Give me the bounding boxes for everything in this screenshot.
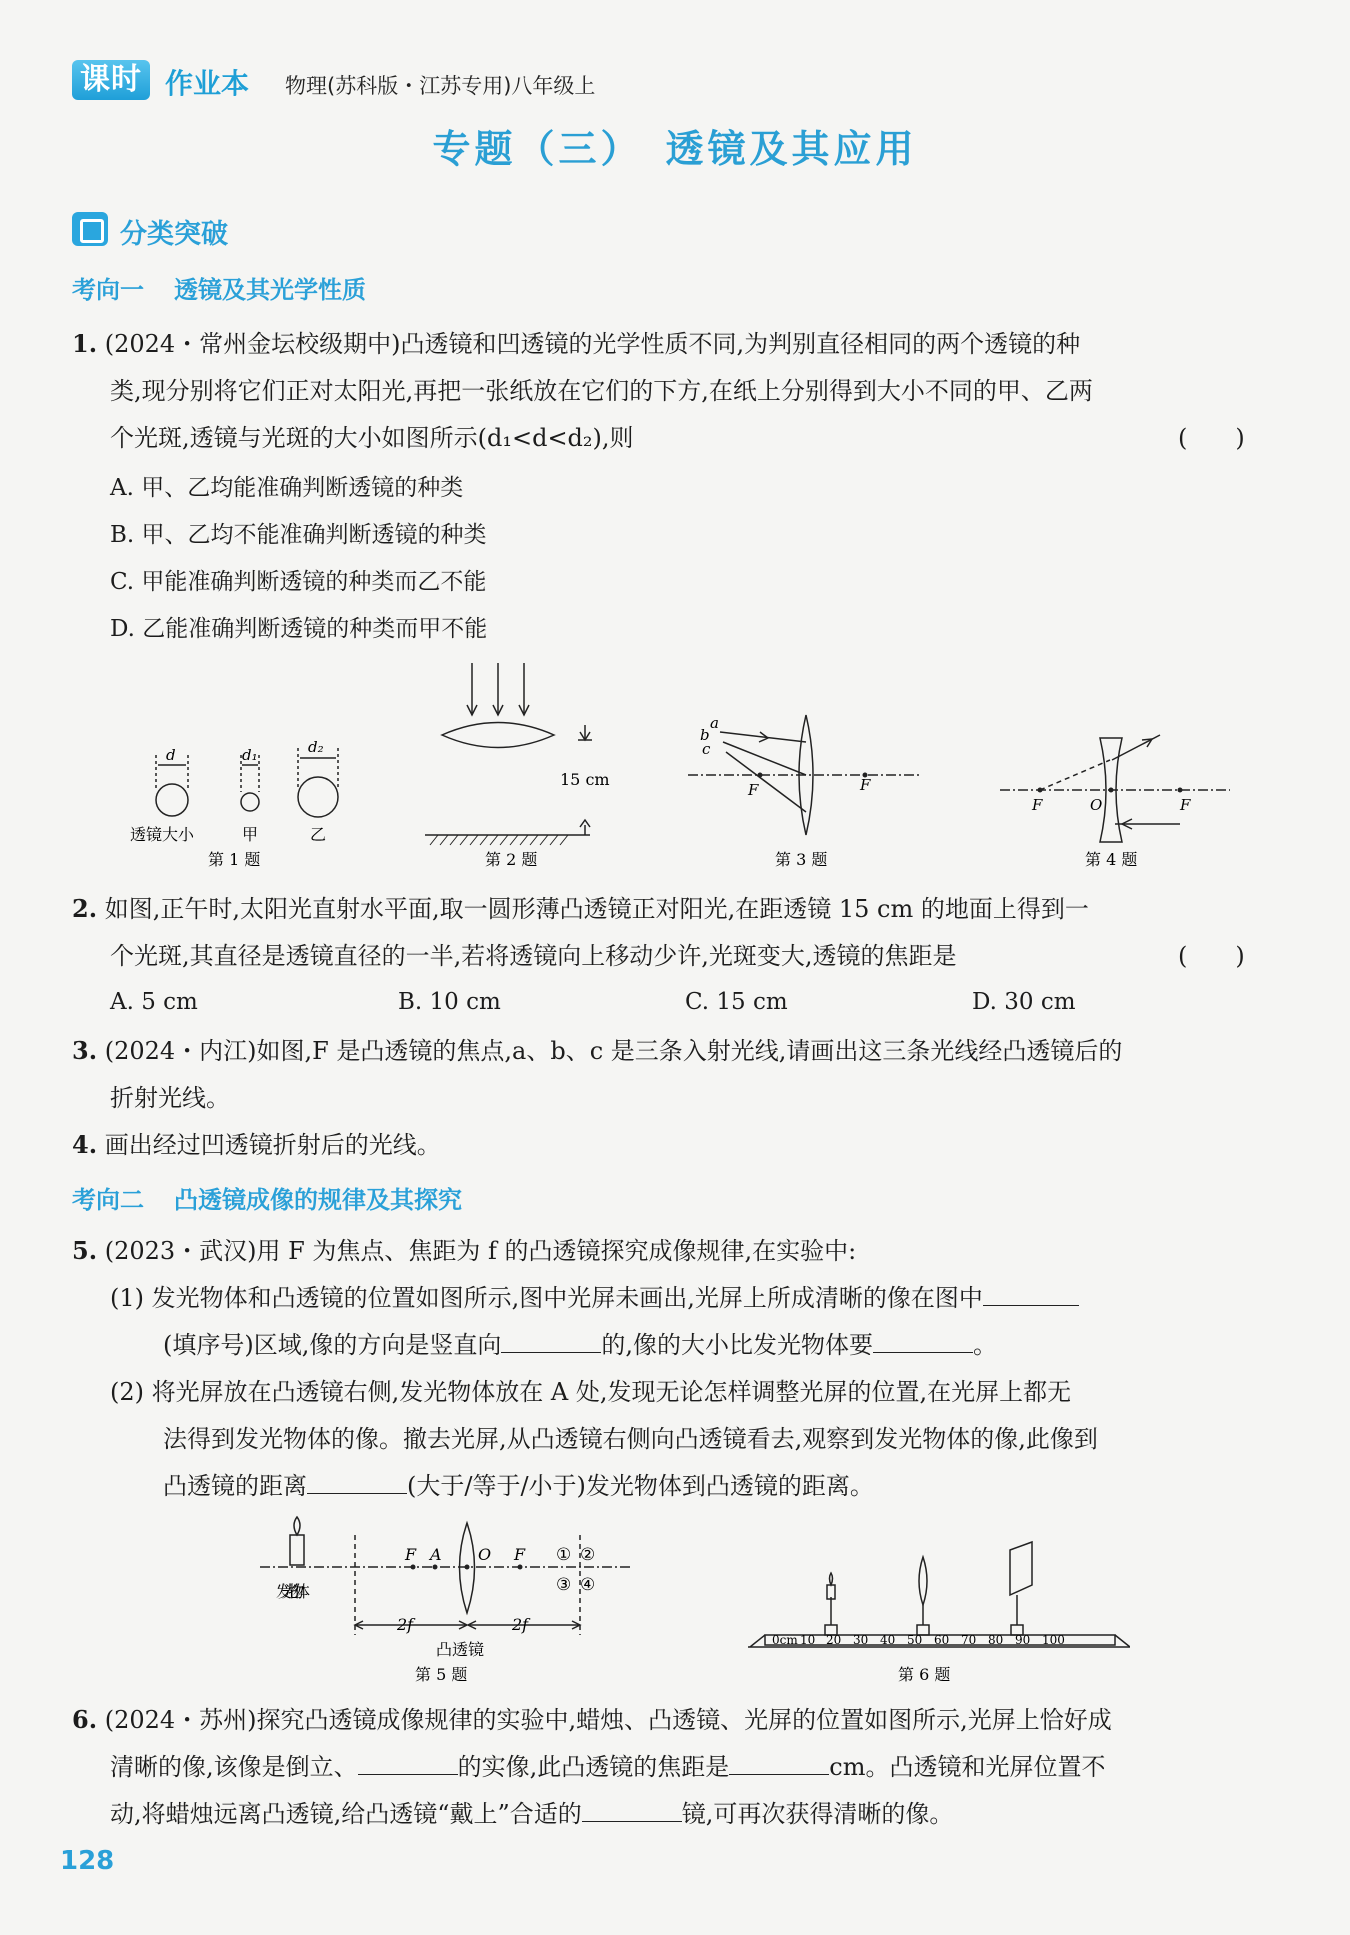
tick-20: 20 <box>826 1633 842 1647</box>
q3-line2: 折射光线。 <box>110 1084 230 1112</box>
region-4: ④ <box>580 1575 596 1595</box>
q2-line2: 个光斑,其直径是透镜直径的一半,若将透镜向上移动少许,光斑变大,透镜的焦距是 <box>110 942 957 970</box>
topic-2 <box>72 1180 462 1215</box>
question-number: 4. <box>72 1130 98 1159</box>
q3-line1 <box>72 1034 1122 1068</box>
label-yi: 乙 <box>310 825 327 844</box>
answer-blank[interactable] <box>873 1328 973 1353</box>
tick-30: 30 <box>853 1633 869 1647</box>
q5-p2-text: (大于/等于/小于)发光物体到凸透镜的距离。 <box>407 1472 874 1500</box>
q5-p2-line1: (2) 将光屏放在凸透镜右侧,发光物体放在 A 处,发现无论怎样调整光屏的位置,在光屏上都无 <box>110 1378 1072 1406</box>
optical-center-O: O <box>1090 796 1103 814</box>
tick-0: 0cm <box>772 1633 798 1647</box>
light-screen <box>1010 1542 1032 1595</box>
tick-90: 90 <box>1015 1633 1031 1647</box>
topic-text: 凸透镜成像的规律及其探究 <box>174 1186 462 1214</box>
q5-p2-line2: 法得到发光物体的像。撤去光屏,从凸透镜右侧向凸透镜看去,观察到发光物体的像,此像到 <box>163 1425 1098 1453</box>
q2-option-d: D. 30 cm <box>972 989 1076 1015</box>
figure-5 <box>260 1517 630 1635</box>
label-d1: d₁ <box>242 746 258 764</box>
focus-F-left: F <box>1032 796 1043 814</box>
figure-3 <box>688 715 920 835</box>
answer-blank[interactable] <box>983 1281 1079 1306</box>
tick-10: 10 <box>800 1633 816 1647</box>
section-title: 分类突破 <box>120 219 228 250</box>
q6-line1 <box>72 1703 1112 1737</box>
q1-text: (2024・常州金坛校级期中)凸透镜和凹透镜的光学性质不同,为判别直径相同的两个透镜的种 <box>104 330 1081 358</box>
topic-text: 透镜及其光学性质 <box>174 276 366 304</box>
figure-2 <box>425 663 592 835</box>
question-number: 1. <box>72 329 98 358</box>
question-number: 6. <box>72 1705 98 1734</box>
q6-text: cm。凸透镜和光屏位置不 <box>829 1753 1106 1781</box>
label-jia: 甲 <box>242 825 259 844</box>
candle <box>827 1585 835 1599</box>
q5-p1-text: (填序号)区域,像的方向是竖直向 <box>163 1331 502 1359</box>
q5-p1-text: 的,像的大小比发光物体要 <box>601 1331 873 1359</box>
book-title: 物理(苏科版・江苏专用)八年级上 <box>285 74 596 98</box>
answer-blank[interactable] <box>307 1469 407 1494</box>
label-d: d <box>166 746 176 764</box>
region-3: ③ <box>556 1575 572 1595</box>
figure-1-caption: 第 1 题 <box>208 850 261 869</box>
q3-text: (2024・内江)如图,F 是凸透镜的焦点,a、b、c 是三条入射光线,请画出这三条光线经凸透镜后的 <box>104 1037 1123 1065</box>
question-number: 2. <box>72 894 98 923</box>
q1-line2: 类,现分别将它们正对太阳光,再把一张纸放在它们的下方,在纸上分别得到大小不同的甲、乙两 <box>110 377 1093 405</box>
logo: 课时 <box>72 60 150 100</box>
q2-line1 <box>72 892 1089 926</box>
q6-text: 镜,可再次获得清晰的像。 <box>681 1800 954 1828</box>
tick-80: 80 <box>988 1633 1004 1647</box>
q5-line1 <box>72 1234 856 1268</box>
page-title: 专题（三） 透镜及其应用 <box>432 127 918 171</box>
focus-F-right: F <box>514 1545 526 1564</box>
q1-line3: 个光斑,透镜与光斑的大小如图所示(d₁<d<d₂),则 <box>110 424 634 452</box>
book-icon <box>72 212 108 246</box>
q5-p1-line1 <box>110 1281 1079 1315</box>
flame-icon <box>294 1517 300 1535</box>
figure-5-caption: 第 5 题 <box>415 1665 468 1684</box>
lens-circle <box>156 784 188 816</box>
q6-text: 的实像,此凸透镜的焦距是 <box>457 1753 730 1781</box>
q5-text: (2023・武汉)用 F 为焦点、焦距为 f 的凸透镜探究成像规律,在实验中: <box>104 1237 857 1265</box>
figure-2-caption: 第 2 题 <box>485 850 538 869</box>
label-2f-right: 2f <box>512 1615 529 1634</box>
q5-p2-line3 <box>163 1469 874 1503</box>
answer-blank[interactable] <box>582 1797 682 1822</box>
q1-option-d: D. 乙能准确判断透镜的种类而甲不能 <box>110 616 488 642</box>
answer-paren: ( ) <box>1178 942 1245 970</box>
figure-4 <box>1000 735 1230 842</box>
focus-F-right: F <box>1180 796 1191 814</box>
q1-option-a: A. 甲、乙均能准确判断透镜的种类 <box>110 475 464 501</box>
q5-p2-text: 凸透镜的距离 <box>163 1472 307 1500</box>
light-object <box>290 1535 304 1565</box>
topic-1 <box>72 270 366 305</box>
figure-3-caption: 第 3 题 <box>775 850 828 869</box>
logo-word: 作业本 <box>165 67 250 100</box>
tick-40: 40 <box>880 1633 896 1647</box>
answer-blank[interactable] <box>729 1750 829 1775</box>
q2-option-c: C. 15 cm <box>685 989 788 1015</box>
focus-F-left: F <box>405 1545 417 1564</box>
convex-lens <box>919 1557 927 1605</box>
label-lens-size: 透镜大小 <box>130 825 195 844</box>
focus-F-left: F <box>748 781 759 799</box>
q1-line1 <box>72 327 1080 361</box>
answer-blank[interactable] <box>358 1750 458 1775</box>
q5-p1-text: 。 <box>973 1331 997 1359</box>
answer-paren: ( ) <box>1178 424 1245 452</box>
ray-c-label: c <box>702 740 711 758</box>
label-convex-lens: 凸透镜 <box>436 1640 485 1659</box>
figures-row-2 <box>250 1515 1130 1695</box>
figure-6 <box>748 1542 1130 1647</box>
figures-row-1 <box>120 660 1260 875</box>
convex-lens <box>442 723 554 748</box>
q4-line1 <box>72 1128 441 1162</box>
page-number: 128 <box>60 1846 115 1876</box>
label-object: 发光物体 <box>276 1582 310 1601</box>
point-A: A <box>430 1545 442 1564</box>
tick-100: 100 <box>1042 1633 1065 1647</box>
q6-text: (2024・苏州)探究凸透镜成像规律的实验中,蜡烛、凸透镜、光屏的位置如图所示,光屏上恰好成 <box>104 1706 1112 1734</box>
question-number: 3. <box>72 1036 98 1065</box>
optical-center-O: O <box>478 1545 492 1564</box>
q2-option-a: A. 5 cm <box>110 989 198 1015</box>
q1-option-c: C. 甲能准确判断透镜的种类而乙不能 <box>110 569 487 595</box>
answer-blank[interactable] <box>501 1328 601 1353</box>
figure-6-caption: 第 6 题 <box>898 1665 951 1684</box>
q2-option-b: B. 10 cm <box>398 989 501 1015</box>
focus-F-right: F <box>860 776 871 794</box>
region-1: ① <box>556 1545 572 1565</box>
spot-jia-circle <box>241 793 259 811</box>
topic-label: 考向二 <box>72 1186 144 1214</box>
q1-option-b: B. 甲、乙均不能准确判断透镜的种类 <box>110 522 487 548</box>
q6-line2 <box>110 1750 1105 1784</box>
q5-p1-text: (1) 发光物体和凸透镜的位置如图所示,图中光屏未画出,光屏上所成清晰的像在图中 <box>110 1284 983 1312</box>
ray-a-label: a <box>710 714 719 732</box>
q5-p1-line2 <box>163 1328 997 1362</box>
tick-60: 60 <box>934 1633 950 1647</box>
ray-b-label: b <box>700 726 710 744</box>
tick-70: 70 <box>961 1633 977 1647</box>
q6-text: 清晰的像,该像是倒立、 <box>110 1753 358 1781</box>
question-number: 5. <box>72 1236 98 1265</box>
q2-text: 如图,正午时,太阳光直射水平面,取一圆形薄凸透镜正对阳光,在距透镜 15 cm 的地面上得到一 <box>104 895 1089 923</box>
q6-line3 <box>110 1797 953 1831</box>
tick-50: 50 <box>907 1633 923 1647</box>
label-2f-left: 2f <box>397 1615 414 1634</box>
topic-label: 考向一 <box>72 276 144 304</box>
q4-text: 画出经过凹透镜折射后的光线。 <box>104 1131 441 1159</box>
q6-text: 动,将蜡烛远离凸透镜,给凸透镜“戴上”合适的 <box>110 1800 582 1828</box>
label-d2: d₂ <box>308 738 324 756</box>
figure-4-caption: 第 4 题 <box>1085 850 1138 869</box>
flame-icon <box>830 1573 833 1585</box>
label-15cm: 15 cm <box>560 770 610 789</box>
spot-yi-circle <box>298 777 338 817</box>
region-2: ② <box>580 1545 596 1565</box>
